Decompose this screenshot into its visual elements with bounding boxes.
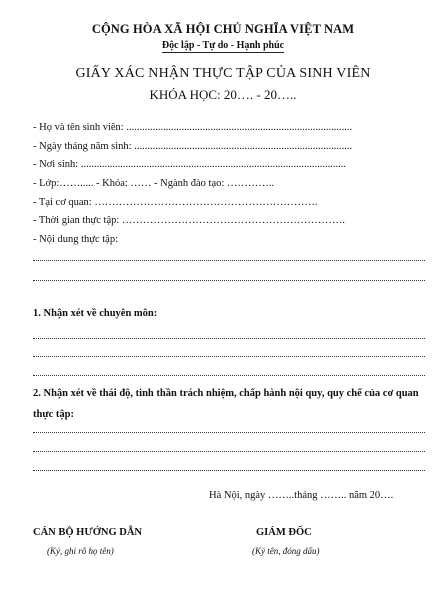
national-title: CỘNG HÒA XÃ HỘI CHỦ NGHĨA VIỆT NAM <box>91 22 355 36</box>
field-internship-period: - Thời gian thực tập: ………………………………………………………. <box>33 215 346 226</box>
field-organization: - Tại cơ quan: ………………………………………………………. <box>33 197 318 208</box>
field-internship-content: - Nội dung thực tập: <box>33 234 119 245</box>
supervisor-title: CÁN BỘ HƯỚNG DẪN <box>33 527 142 538</box>
place-and-date: Hà Nội, ngày ……..tháng …….. năm 20…. <box>209 490 394 501</box>
section-1-heading: 1. Nhận xét về chuyên môn: <box>33 308 158 319</box>
field-place-of-birth: - Nơi sinh: ..................................................................................................... <box>33 159 346 170</box>
national-motto-text: Độc lập - Tự do - Hạnh phúc <box>161 40 285 51</box>
section-2-dotted-line <box>33 451 425 452</box>
supervisor-signature-note: (Ký, ghi rõ họ tên) <box>47 546 114 556</box>
field-class-course-major: - Lớp:……..... - Khóa: …… - Ngành đào tạo: ………….. <box>33 178 275 189</box>
section-2-dotted-line <box>33 470 425 471</box>
field-student-name: - Họ và tên sinh viên: ...................................................................................... <box>33 122 353 133</box>
section-2-dotted-line <box>33 432 425 433</box>
national-motto <box>0 40 446 53</box>
section-1-dotted-line <box>33 338 425 339</box>
section-1-dotted-line <box>33 356 425 357</box>
director-signature-note: (Ký tên, đóng dấu) <box>252 546 320 556</box>
course-years: KHÓA HỌC: 20…. - 20….. <box>149 87 297 102</box>
section-1-dotted-line <box>33 375 425 376</box>
field-date-of-birth: - Ngày tháng năm sinh: ................................................................................... <box>33 141 353 152</box>
content-dotted-line <box>33 280 425 281</box>
director-title: GIÁM ĐỐC <box>256 527 312 538</box>
content-dotted-line <box>33 260 425 261</box>
section-2-heading: 2. Nhận xét về thái độ, tinh thần trách nhiệm, chấp hành nội quy, quy chế của cơ quan thực tập: <box>33 388 419 420</box>
document-title: GIẤY XÁC NHẬN THỰC TẬP CỦA SINH VIÊN <box>75 66 371 81</box>
